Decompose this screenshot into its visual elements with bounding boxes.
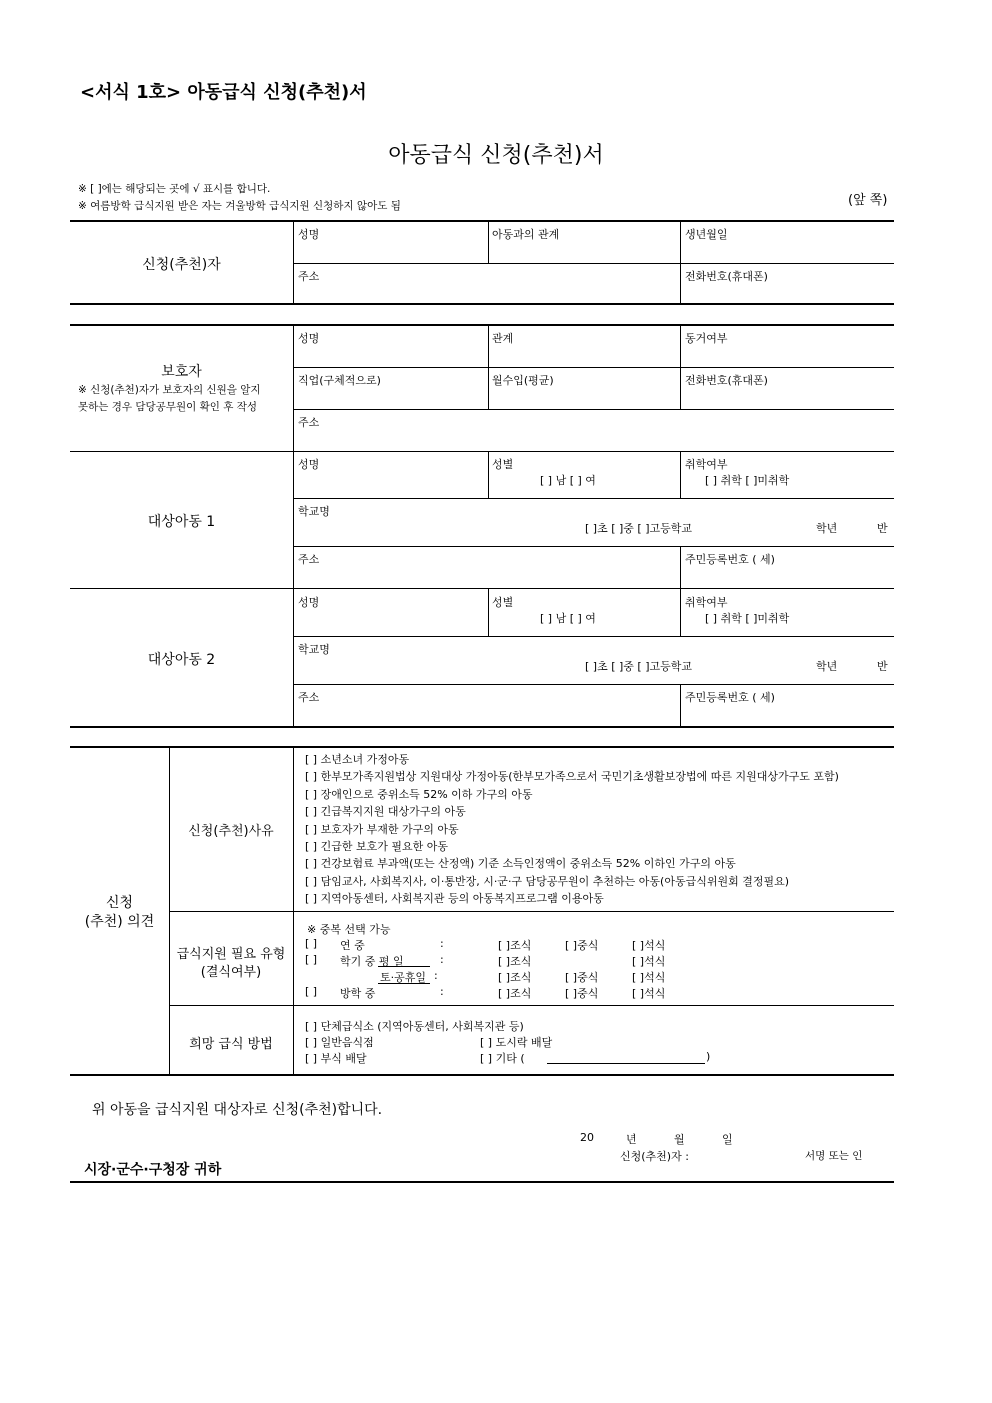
child1-school-status-options: [ ] 취학 [ ]미취학	[705, 474, 790, 487]
meal-opt-dinner: [ ]석식	[632, 971, 666, 984]
child2-section-label: 대상아동 2	[147, 652, 216, 668]
meal-row-colon: :	[434, 969, 438, 982]
child2-school-type: [ ]초 [ ]중 [ ]고등학교	[585, 660, 692, 673]
meal-row-label: 학기 중 평 일	[340, 955, 404, 968]
page-title: 아동급식 신청(추천)서	[388, 143, 604, 168]
meal-opt-lunch: [ ]중식	[565, 987, 599, 1000]
application-statement: 위 아동을 급식지원 대상자로 신청(추천)합니다.	[92, 1102, 383, 1118]
child1-school-status-label: 취학여부	[685, 458, 728, 471]
signer-label: 신청(추천)자 :	[620, 1150, 689, 1163]
summer-note: ※ 여름방학 급식지원 받은 자는 겨울방학 급식지원 신청하지 않아도 됨	[78, 200, 401, 212]
child2-grade: 학년	[816, 660, 838, 673]
date-day-unit: 일	[722, 1133, 733, 1146]
child1-name-label: 성명	[298, 458, 320, 471]
opinion-section-label-line1: 신청	[105, 895, 134, 911]
method-restaurant: [ ] 일반음식점	[305, 1036, 374, 1049]
meal-method-label: 희망 급식 방법	[189, 1037, 273, 1052]
method-lunchbox-delivery: [ ] 도시락 배달	[480, 1036, 553, 1049]
meal-opt-lunch: [ ]중식	[565, 971, 599, 984]
method-group-kitchen: [ ] 단체급식소 (지역아동센터, 사회복지관 등)	[305, 1020, 524, 1033]
applicant-birth-label: 생년월일	[685, 228, 728, 241]
guardian-note-line2: 못하는 경우 담당공무원이 확인 후 작성	[78, 401, 257, 413]
child2-school-name-label: 학교명	[298, 643, 330, 656]
child1-grade: 학년	[816, 522, 838, 535]
reason-item: [ ] 장애인으로 중위소득 52% 이하 가구의 아동	[305, 788, 533, 801]
guardian-cohabit-label: 동거여부	[685, 332, 728, 345]
meal-opt-breakfast: [ ]조식	[498, 971, 532, 984]
meal-opt-breakfast: [ ]조식	[498, 939, 532, 952]
applicant-address-label: 주소	[298, 270, 320, 283]
child2-class: 반	[877, 660, 888, 673]
meal-row-check: [ ]	[305, 953, 318, 966]
meal-row-label: 연 중	[340, 939, 365, 952]
child2-name-label: 성명	[298, 596, 320, 609]
guardian-note-line1: ※ 신청(추천)자가 보호자의 신원을 알지	[78, 384, 261, 396]
guardian-relation-label: 관계	[492, 332, 514, 345]
reason-item: [ ] 한부모가족지원법상 지원대상 가정아동(한부모가족으로서 국민기초생활보장법에 따른 지원대상가구도 포함)	[305, 770, 839, 783]
date-year: 20	[580, 1131, 594, 1144]
guardian-job-label: 직업(구체적으로)	[298, 374, 381, 387]
reason-item: [ ] 소년소녀 가정아동	[305, 753, 410, 766]
applicant-phone-label: 전화번호(휴대폰)	[685, 270, 768, 283]
applicant-relation-label: 아동과의 관계	[492, 228, 560, 241]
child1-address-label: 주소	[298, 553, 320, 566]
child1-rrn-label: 주민등록번호 ( 세)	[685, 553, 775, 566]
meal-row-label: 토·공휴일	[380, 971, 427, 984]
meal-row-check: [ ]	[305, 937, 318, 950]
child1-gender-options: [ ] 남 [ ] 여	[540, 474, 596, 487]
reason-item: [ ] 긴급복지지원 대상가구의 아동	[305, 805, 466, 818]
meal-opt-breakfast: [ ]조식	[498, 955, 532, 968]
reason-item: [ ] 긴급한 보호가 필요한 아동	[305, 840, 448, 853]
opinion-section-label-line2: (추천) 의견	[84, 914, 155, 930]
page-side: (앞 쪽)	[848, 193, 888, 208]
child1-school-name-label: 학교명	[298, 505, 330, 518]
child2-gender-options: [ ] 남 [ ] 여	[540, 612, 596, 625]
meal-opt-breakfast: [ ]조식	[498, 987, 532, 1000]
meal-row-label: 방학 중	[340, 987, 376, 1000]
form-number: <서식 1호> 아동급식 신청(추천)서	[80, 82, 367, 103]
guardian-section-label: 보호자	[161, 364, 202, 380]
applicant-section-label: 신청(추천)자	[142, 257, 221, 273]
child1-section-label: 대상아동 1	[147, 514, 216, 530]
meal-row-colon: :	[440, 937, 444, 950]
meal-note: ※ 중복 선택 가능	[307, 923, 391, 936]
reason-label: 신청(추천)사유	[188, 824, 274, 839]
reason-item: [ ] 건강보험료 부과액(또는 산정액) 기준 소득인정액이 중위소득 52% 이하인 가구의 아동	[305, 857, 736, 870]
meal-opt-dinner: [ ]석식	[632, 939, 666, 952]
meal-row-colon: :	[440, 953, 444, 966]
method-other-close: )	[706, 1050, 711, 1063]
child1-class: 반	[877, 522, 888, 535]
addressee: 시장·군수·구청장 귀하	[84, 1162, 222, 1178]
meal-opt-lunch: [ ]중식	[565, 939, 599, 952]
guardian-name-label: 성명	[298, 332, 320, 345]
child1-school-type: [ ]초 [ ]중 [ ]고등학교	[585, 522, 692, 535]
method-side-dish-delivery: [ ] 부식 배달	[305, 1052, 367, 1065]
guardian-address-label: 주소	[298, 416, 320, 429]
meal-type-label-line2: (결식여부)	[200, 965, 262, 980]
meal-opt-dinner: [ ]석식	[632, 955, 666, 968]
guardian-income-label: 월수입(평균)	[492, 374, 554, 387]
child1-gender-label: 성별	[492, 458, 514, 471]
meal-opt-dinner: [ ]석식	[632, 987, 666, 1000]
meal-row-check: [ ]	[305, 985, 318, 998]
child2-rrn-label: 주민등록번호 ( 세)	[685, 691, 775, 704]
child2-school-status-options: [ ] 취학 [ ]미취학	[705, 612, 790, 625]
reason-item: [ ] 지역아동센터, 사회복지관 등의 아동복지프로그램 이용아동	[305, 892, 604, 905]
meal-row-colon: :	[440, 985, 444, 998]
date-month-unit: 월	[674, 1133, 685, 1146]
check-note: ※ [ ]에는 해당되는 곳에 √ 표시를 합니다.	[78, 183, 271, 195]
child2-gender-label: 성별	[492, 596, 514, 609]
child2-school-status-label: 취학여부	[685, 596, 728, 609]
applicant-name-label: 성명	[298, 228, 320, 241]
guardian-phone-label: 전화번호(휴대폰)	[685, 374, 768, 387]
reason-item: [ ] 담임교사, 사회복지사, 이·통반장, 시·군·구 담당공무원이 추천하는 아동(아동급식위원회 결정필요)	[305, 875, 790, 888]
reason-item: [ ] 보호자가 부재한 가구의 아동	[305, 823, 459, 836]
signature-label: 서명 또는 인	[805, 1150, 863, 1162]
meal-type-label-line1: 급식지원 필요 유형	[176, 947, 286, 962]
date-year-unit: 년	[626, 1133, 637, 1146]
child2-address-label: 주소	[298, 691, 320, 704]
method-other: [ ] 기타 (	[480, 1052, 525, 1065]
